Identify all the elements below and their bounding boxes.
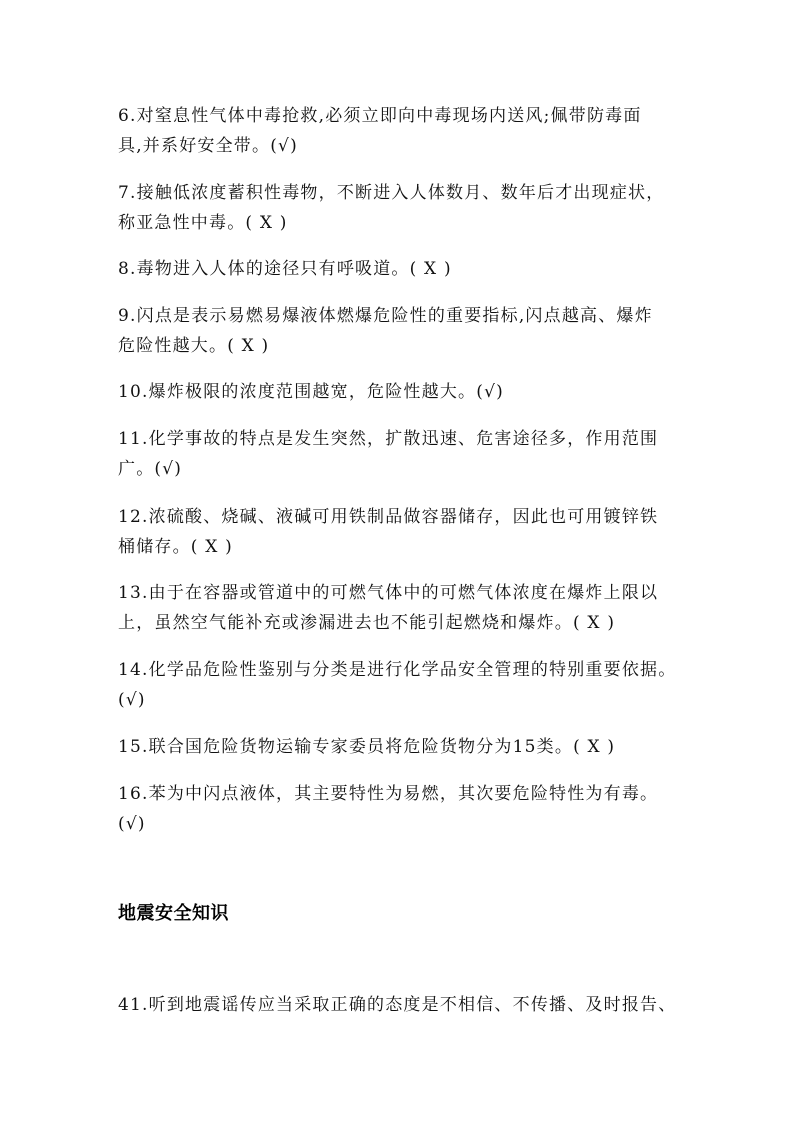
question-line: 上，虽然空气能补充或渗漏进去也不能引起燃烧和爆炸。( X ) [118,613,616,633]
question-item-10 [118,377,718,407]
question-line: 10.爆炸极限的浓度范围越宽，危险性越大。(√) [118,382,504,402]
question-item-11 [118,424,718,484]
question-line: 具,并系好安全带。(√) [118,136,298,156]
question-line: 13.由于在容器或管道中的可燃气体中的可燃气体浓度在爆炸上限以 [118,583,659,603]
question-item-13 [118,578,718,638]
question-line: 广。(√) [118,459,183,479]
question-line: 称亚急性中毒。( X ) [118,213,288,233]
question-item-14 [118,655,718,715]
question-line: 桶储存。( X ) [118,537,233,557]
question-line: 12.浓硫酸、烧碱、液碱可用铁制品做容器储存，因此也可用镀锌铁 [118,507,659,527]
question-line: 15.联合国危险货物运输专家委员将危险货物分为15类。( X ) [118,737,616,757]
question-line: 7.接触低浓度蓄积性毒物，不断进入人体数月、数年后才出现症状， [118,183,665,203]
question-line: 11.化学事故的特点是发生突然，扩散迅速、危害途径多，作用范围 [118,429,659,449]
question-line: (√) [118,814,146,834]
question-line: 9.闪点是表示易燃易爆液体燃爆危险性的重要指标,闪点越高、爆炸 [118,306,653,326]
question-item-7 [118,178,718,238]
question-line: 16.苯为中闪点液体，其主要特性为易燃，其次要危险特性为有毒。 [118,784,659,804]
question-line: 41.听到地震谣传应当采取正确的态度是不相信、不传播、及时报告、 [118,995,677,1015]
section-heading: 地震安全知识 [118,903,229,924]
question-line: 14.化学品危险性鉴别与分类是进行化学品安全管理的特别重要依据。 [118,660,677,680]
question-line: 危险性越大。( X ) [118,336,270,356]
question-line: 6.对窒息性气体中毒抢救,必须立即向中毒现场内送风;佩带防毒面 [118,106,642,126]
question-item-16 [118,779,718,839]
question-item-41 [118,990,718,1020]
question-line: (√) [118,690,146,710]
question-line: 8.毒物进入人体的途径只有呼吸道。( X ) [118,259,452,279]
question-item-9 [118,301,718,361]
question-item-8 [118,254,718,284]
question-item-12 [118,502,718,562]
question-item-6 [118,101,718,161]
question-item-15 [118,732,718,762]
